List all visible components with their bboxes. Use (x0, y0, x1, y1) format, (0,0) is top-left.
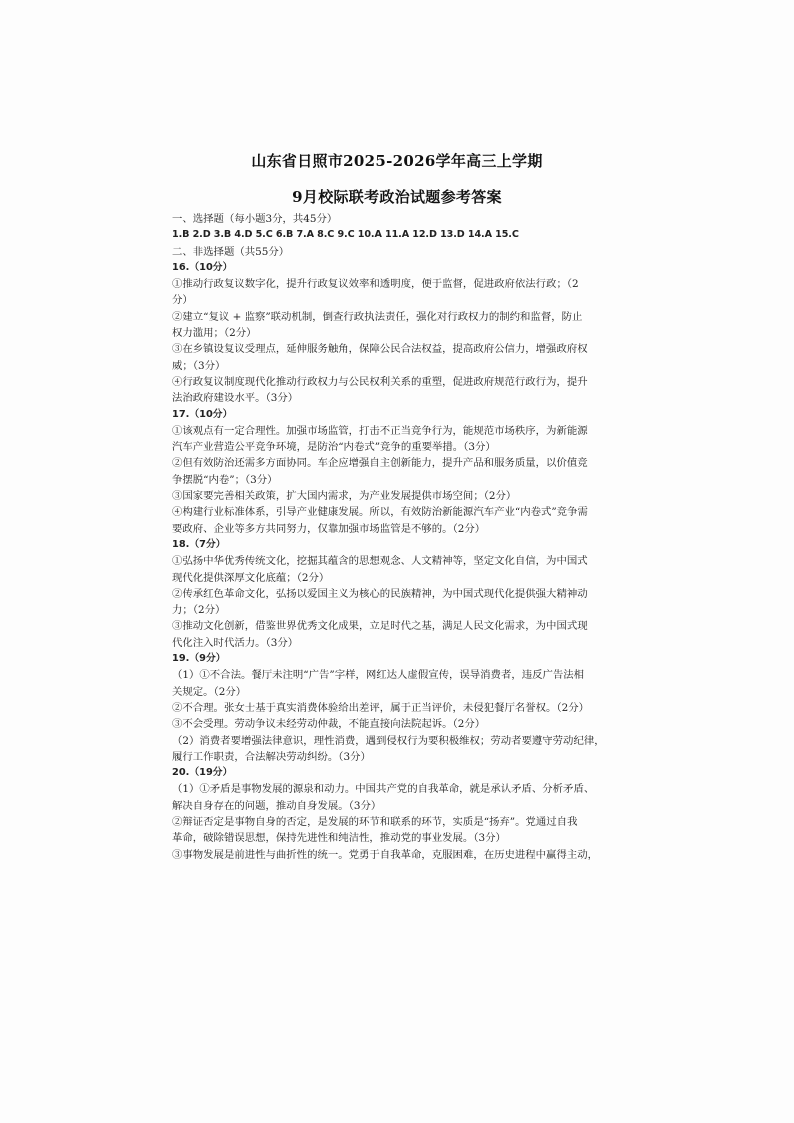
document-subtitle: 9月校际联考政治试题参考答案 (292, 188, 502, 206)
answer-line: 现代化提供深厚文化底蕴；（2分） (172, 571, 330, 584)
answer-line: 革命，破除错误思想，保持先进性和纯洁性，推动党的事业发展。（3分） (172, 832, 506, 845)
answer-line: ②传承红色革命文化，弘扬以爱国主义为核心的民族精神，为中国式现代化提供强大精神动 (172, 587, 588, 600)
answer-line: ②辩证否定是事物自身的否定，是发展的环节和联系的环节，实质是“扬弃”。党通过自我 (172, 815, 578, 828)
answer-line: ④构建行业标准体系，引导产业健康发展。所以，有效防治新能源汽车产业“内卷式”竞争需 (172, 506, 588, 519)
answer-line: ①该观点有一定合理性。加强市场监管，打击不正当竞争行为，能规范市场秩序，为新能源 (172, 424, 588, 437)
answer-line: 关规定。（2分） (172, 685, 247, 698)
answer-line: 分） (172, 294, 193, 307)
answer-line: 汽车产业营造公平竞争环境，是防治“内卷式”竞争的重要举措。（3分） (172, 441, 496, 454)
answer-line: ②但有效防治还需多方面协同。车企应增强自主创新能力，提升产品和服务质量，以价值竞 (172, 457, 588, 470)
answer-line: 履行工作职责，合法解决劳动纠纷。（3分） (172, 750, 371, 763)
answer-line: 权力滥用；（2分） (172, 327, 257, 340)
answer-line: （1）①不合法。餐厅未注明“广告”字样，网红达人虚假宣传，误导消费者，违反广告法相 (172, 669, 585, 682)
answer-line: ③不会受理。劳动争议未经劳动仲裁，不能直接向法院起诉。（2分） (172, 718, 486, 731)
answer-line: ②不合理。张女士基于真实消费体验给出差评，属于正当评价，未侵犯餐厅名誉权。（2分） (172, 701, 590, 714)
section-heading: 二、非选择题（共55分） (172, 245, 290, 258)
choice-answers: 1.B 2.D 3.B 4.D 5.C 6.B 7.A 8.C 9.C 10.A 11.A 12.D 13.D 14.A 15.C (172, 229, 519, 241)
answer-line: 力；（2分） (172, 604, 226, 617)
answer-line: （2）消费者要增强法律意识，理性消费，遇到侵权行为要积极维权；劳动者要遵守劳动纪律， (172, 734, 605, 747)
section-heading: 一、选择题（每小题3分，共45分） (172, 213, 338, 225)
answer-line: 代化注入时代活力。（3分） (172, 636, 299, 649)
answer-line: 解决自身存在的问题，推动自身发展。（3分） (172, 799, 382, 812)
answer-line: ③推动文化创新，借鉴世界优秀文化成果，立足时代之基，满足人民文化需求，为中国式现 (172, 620, 588, 633)
answer-line: ①推动行政复议数字化，提升行政复议效率和透明度，便于监督，促进政府依法行政；（2 (172, 278, 579, 291)
question-number: 16.（10分） (172, 261, 233, 273)
answer-body (172, 211, 624, 863)
answer-line: ③事物发展是前进性与曲折性的统一。党勇于自我革命，克服困难，在历史进程中赢得主动， (172, 848, 599, 861)
document-title: 山东省日照市2025-2026学年高三上学期 (251, 152, 543, 170)
answer-line: ①弘扬中华优秀传统文化，挖掘其蕴含的思想观念、人文精神等，坚定文化自信，为中国式 (172, 555, 588, 568)
answer-line: ③在乡镇设复议受理点，延伸服务触角，保障公民合法权益，提高政府公信力，增强政府权 (172, 343, 588, 356)
question-number: 18.（7分） (172, 538, 226, 550)
answer-line: 争摆脱“内卷”；（3分） (172, 473, 278, 486)
answer-line: ②建立“复议 + 监察”联动机制，倒查行政执法责任，强化对行政权力的制约和监督，防止 (172, 310, 583, 323)
answer-line: （1）①矛盾是事物发展的源泉和动力。中国共产党的自我革命，就是承认矛盾、分析矛盾、 (172, 783, 595, 796)
answer-line: ③国家要完善相关政策，扩大国内需求，为产业发展提供市场空间；（2分） (172, 490, 517, 503)
answer-line: 要政府、企业等多方共同努力，仅靠加强市场监管是不够的。（2分） (172, 522, 486, 535)
question-number: 20.（19分） (172, 767, 233, 779)
answer-line: ④行政复议制度现代化推动行政权力与公民权利关系的重塑，促进政府规范行政行为，提升 (172, 375, 588, 388)
answer-line: 法治政府建设水平。（3分） (172, 392, 299, 405)
answer-line: 威；（3分） (172, 359, 226, 372)
question-number: 17.（10分） (172, 408, 233, 420)
question-number: 19.（9分） (172, 653, 226, 665)
